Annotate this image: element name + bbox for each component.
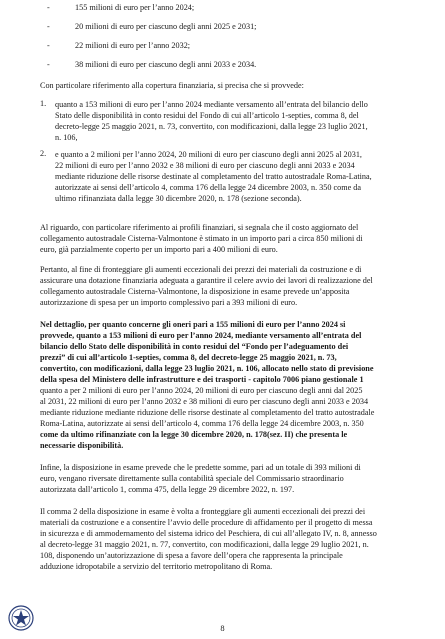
paragraph-line: della spesa del Ministero delle infrastrutture e dei trasporti - capitolo 7006 piano gestionale 1 [40,375,364,384]
paragraph-line: collegamento autostradale Cisterna-Valmontone, la disposizione in esame prevede un’apposita [40,287,350,296]
item-line: autorizzate ai sensi dell’articolo 4, comma 176 della legge 24 dicembre 2003, n. 350 come da [55,183,362,192]
paragraph-line: Infine, la disposizione in esame prevede che le predette somme, pari ad un totale di 393 milioni di [40,463,361,472]
item-number: 1. [40,99,47,108]
paragraph-line: al 2031, 22 milioni di euro per l’anno 2032 e 38 milioni di euro per ciascuno degli anni 2033 e 2034 [40,397,369,406]
bullet-dash: - [47,22,50,31]
paragraph-line: euro, vengano riversate direttamente sulla contabilità speciale del Commissario straordinario [40,474,344,483]
item-line: Stato delle disponibilità in conto residui del Fondo di cui all’articolo 1-septies, comma 8, del [55,111,359,120]
paragraph-line: provvede, quanto a 153 milioni di euro per l’anno 2024, mediante versamento all’entrata del [40,331,362,340]
item-line: ultimo rifinanziata dalla legge 30 dicembre 2020, n. 178 (sezione seconda). [55,194,302,203]
bullet-item: 155 milioni di euro per l’anno 2024; [75,3,195,12]
bullet-dash: - [47,3,50,12]
item-line: mediante riduzione delle risorse destinate al completamento del tratto autostradale Roma-Latina, [55,172,372,181]
paragraph-line: Pertanto, al fine di fronteggiare gli aumenti eccezionali dei prezzi dei materiali da costruzione e di [40,265,362,274]
bullet-item: 38 milioni di euro per ciascuno degli anni 2033 e 2034. [75,60,257,69]
paragraph-line: quanto a per 2 milioni di euro per l’anno 2024, 20 milioni di euro per ciascuno degli anni dal 2025 [40,386,363,395]
bullet-item: 20 milioni di euro per ciascuno degli anni 2025 e 2031; [75,22,257,31]
item-line: n. 106, [55,133,78,142]
paragraph-line: come da ultimo rifinanziate con la legge 30 dicembre 2020, n. 178(sez. II) che presenta le [40,430,348,439]
paragraph-line: bilancio dello Stato delle disponibilità in conto residui del “Fondo per l’adeguamento dei [40,342,349,351]
item-line: e quanto a 2 milioni per l’anno 2024, 20 milioni di euro per ciascuno degli anni 2025 al 2031, [55,150,362,159]
paragraph-line: Nel dettaglio, per quanto concerne gli oneri pari a 155 milioni di euro per l’anno 2024 si [40,320,346,329]
paragraph-line: adduzione idropotabile a servizio del territorio metropolitano di Roma. [40,562,273,571]
paragraph-line: assicurare una dotazione finanziaria adeguata a garantire il celere avvio dei lavori di realizzazione del [40,276,373,285]
paragraph-line: al decreto-legge 31 maggio 2021, n. 77, convertito, con modificazioni, dalla legge 29 luglio 2021, n. [40,540,369,549]
paragraph-line: Al riguardo, con particolare riferimento ai profili finanziari, si segnala che il costo aggiornato del [40,223,359,232]
item-line: 22 milioni di euro per l’anno 2032 e 38 milioni di euro per ciascuno degli anni 2033 e 2034 [55,161,355,170]
paragraph-line: materiali da costruzione e a consentire l’avvio delle procedure di affidamento per il progetto di messa [40,518,373,527]
item-line: decreto-legge 25 maggio 2021, n. 73, convertito, con modificazioni, dalla legge 23 luglio 2021, [55,122,368,131]
paragraph-line: autorizzazione di spesa per un importo complessivo pari a 393 milioni di euro. [40,298,298,307]
paragraph-line: euro, già parzialmente coperto per un importo pari a 400 milioni di euro. [40,245,278,254]
bullet-item: 22 milioni di euro per l’anno 2032; [75,41,191,50]
paragraph-line: Roma-Latina, autorizzate ai sensi dell’articolo 4, comma 176 della legge 24 dicembre 2003, n. 350 [40,419,364,428]
item-number: 2. [40,149,47,158]
paragraph-line: autorizzata dall’articolo 1, comma 475, della legge 29 dicembre 2022, n. 197. [40,485,295,494]
paragraph-line: in sicurezza e di ammodernamento del sistema idrico del Peschiera, di cui all’allegato IV, n. 8, annesso [40,529,377,538]
paragraph-line: collegamento autostradale Cisterna-Valmontone è stimato in un importo pari a circa 850 milioni di [40,234,363,243]
bullet-dash: - [47,60,50,69]
paragraph-line: convertito, con modificazioni, dalla legge 23 luglio 2021, n. 106, allocato nello stato di previsione [40,364,374,373]
item-line: quanto a 153 milioni di euro per l’anno 2024 mediante versamento all’entrata del bilancio dello [55,100,368,109]
coverage-intro: Con particolare riferimento alla copertura finanziaria, si precisa che si provvede: [40,81,304,90]
bullet-dash: - [47,41,50,50]
paragraph-line: 108, disponendo un’autorizzazione di spesa a favore dell’opera che rappresenta la principale [40,551,343,560]
page-number: 8 [220,623,225,633]
paragraph-line: Il comma 2 della disposizione in esame è volta a fronteggiare gli aumenti eccezionali dei prezzi dei [40,507,366,516]
paragraph-line: necessarie disponibilità. [40,441,124,450]
paragraph-line: mediante riduzione mediante riduzione delle risorse destinate al completamento del tratto autostradale [40,408,375,417]
paragraph-line: prezzi” di cui all’articolo 1-septies, comma 8, del decreto-legge 25 maggio 2021, n. 73, [40,353,337,362]
